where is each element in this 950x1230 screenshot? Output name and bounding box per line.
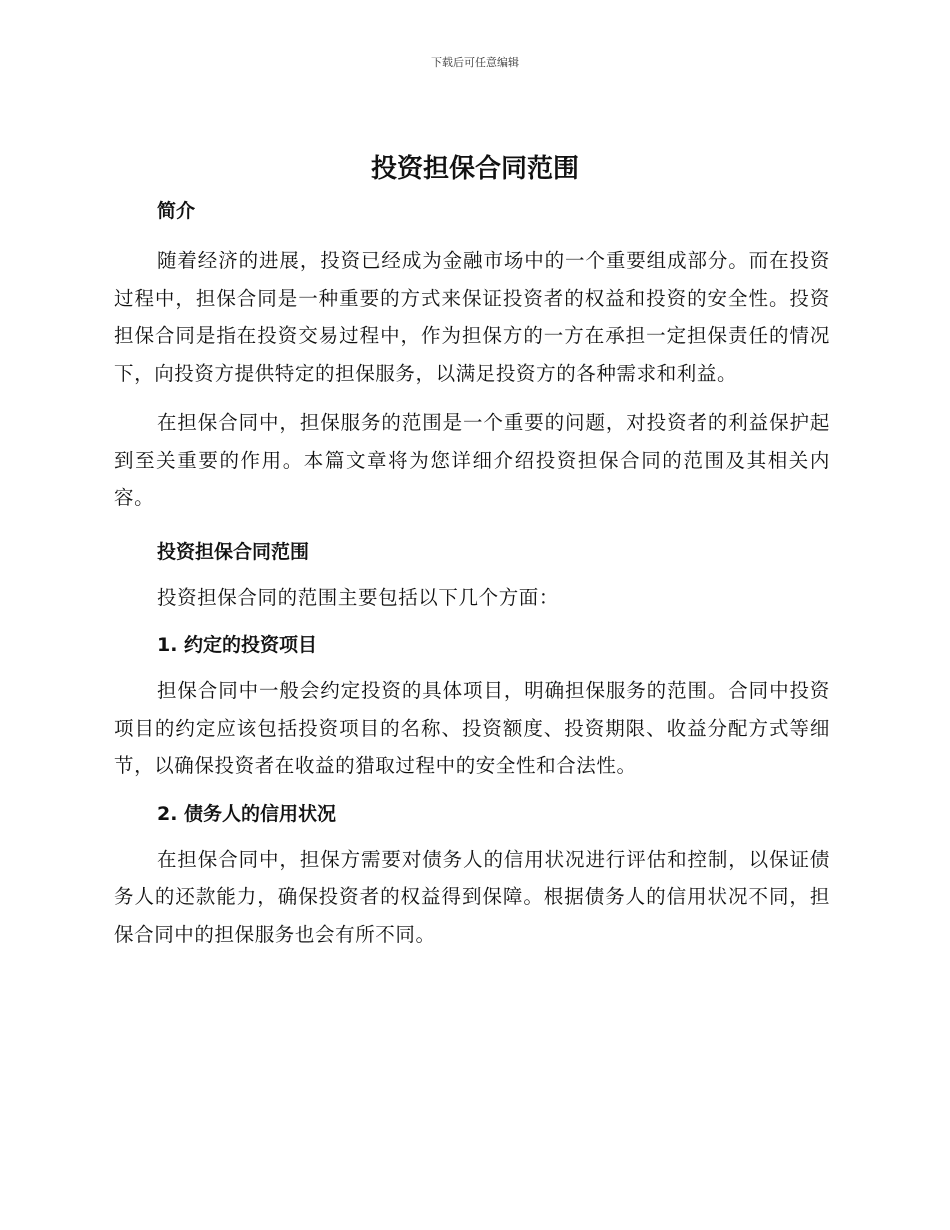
section-heading-scope: 投资担保合同范围 [157, 540, 310, 563]
header-note: 下载后可任意编辑 [431, 56, 519, 69]
section-heading-item-1: 1. 约定的投资项目 [157, 634, 318, 656]
paragraph-scope: 投资担保合同的范围主要包括以下几个方面： [157, 585, 560, 609]
paragraph-item-2: 在担保合同中，担保方需要对债务人的信用状况进行评估和控制，以保证债务人的还款能力，确保投资者的权益得到保障。根据债务人的信用状况不同，担保合同中的担保服务也会有所不同。 [114, 847, 830, 946]
document-title: 投资担保合同范围 [370, 154, 579, 184]
section-heading-intro: 简介 [157, 200, 196, 222]
paragraph-intro-1: 随着经济的进展，投资已经成为金融市场中的一个重要组成部分。而在投资过程中，担保合同是一种重要的方式来保证投资者的权益和投资的安全性。投资担保合同是指在投资交易过程中，作为担保方的一方在承担一定担保责任的情况下，向投资方提供特定的担保服务，以满足投资方的各种需求和利益。 [114, 249, 830, 385]
document-body [114, 196, 830, 953]
section-heading-item-2: 2. 债务人的信用状况 [157, 802, 337, 825]
paragraph-intro-2: 在担保合同中，担保服务的范围是一个重要的问题，对投资者的利益保护起到至关重要的作用。本篇文章将为您详细介绍投资担保合同的范围及其相关内容。 [114, 411, 830, 509]
paragraph-item-1: 担保合同中一般会约定投资的具体项目，明确担保服务的范围。合同中投资项目的约定应该包括投资项目的名称、投资额度、投资期限、收益分配方式等细节，以确保投资者在收益的猎取过程中的安全性和合法性。 [114, 679, 830, 777]
